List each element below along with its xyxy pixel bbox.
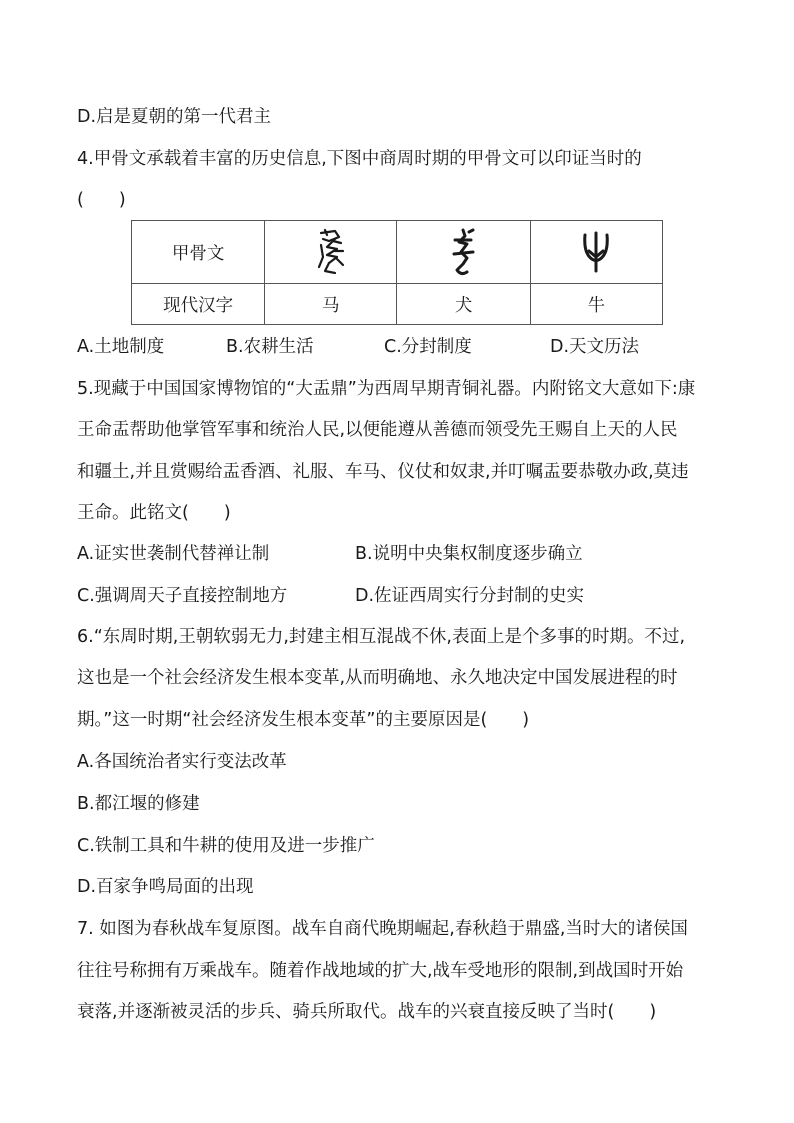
oracle-horse-cell bbox=[265, 221, 397, 284]
oracle-bone-table bbox=[131, 220, 663, 325]
q5-stem-line-1: 5.现藏于中国国家博物馆的“大盂鼎”为西周早期青铜礼器。内附铭文大意如下:康 bbox=[77, 379, 696, 399]
q4-option-b: B.农耕生活 bbox=[226, 337, 314, 357]
q4-answer-blank: ( ) bbox=[77, 190, 126, 210]
oracle-dog-icon bbox=[449, 226, 479, 278]
row-label-oracle: 甲骨文 bbox=[132, 221, 265, 284]
oracle-ox-icon bbox=[579, 227, 613, 277]
q5-stem-line-2: 王命盂帮助他掌管军事和统治人民,以便能遵从善德而领受先王赐自上天的人民 bbox=[77, 420, 678, 440]
q5-option-b: B.说明中央集权制度逐步确立 bbox=[355, 544, 583, 564]
q7-stem-line-1: 7. 如图为春秋战车复原图。战车自商代晚期崛起,春秋趋于鼎盛,当时大的诸侯国 bbox=[77, 919, 688, 939]
q6-option-d: D.百家争鸣局面的出现 bbox=[77, 877, 254, 897]
oracle-ox-cell bbox=[530, 221, 662, 284]
oracle-dog-cell bbox=[397, 221, 530, 284]
q4-stem: 4.甲骨文承载着丰富的历史信息,下图中商周时期的甲骨文可以印证当时的 bbox=[77, 149, 642, 169]
q5-stem-line-4: 王命。此铭文( ) bbox=[77, 503, 231, 523]
modern-char-ox: 牛 bbox=[530, 284, 662, 325]
q5-option-c: C.强调周天子直接控制地方 bbox=[77, 586, 288, 606]
q6-stem-line-2: 这也是一个社会经济发生根本变革,从而明确地、永久地决定中国发展进程的时 bbox=[77, 668, 678, 688]
oracle-horse-icon bbox=[313, 227, 349, 277]
q6-option-c: C.铁制工具和牛耕的使用及进一步推广 bbox=[77, 836, 375, 856]
modern-char-horse: 马 bbox=[265, 284, 397, 325]
q7-stem-line-3: 衰落,并逐渐被灵活的步兵、骑兵所取代。战车的兴衰直接反映了当时( ) bbox=[77, 1002, 657, 1022]
row-label-modern: 现代汉字 bbox=[132, 284, 265, 325]
q4-option-c: C.分封制度 bbox=[384, 337, 472, 357]
q5-option-d: D.佐证西周实行分封制的史实 bbox=[355, 586, 585, 606]
q6-option-a: A.各国统治者实行变法改革 bbox=[77, 752, 287, 772]
q5-option-a: A.证实世袭制代替禅让制 bbox=[77, 544, 270, 564]
q4-option-d: D.天文历法 bbox=[550, 337, 640, 357]
q3-option-d: D.启是夏朝的第一代君主 bbox=[77, 107, 272, 127]
q7-stem-line-2: 往往号称拥有万乘战车。随着作战地域的扩大,战车受地形的限制,到战国时开始 bbox=[77, 961, 684, 981]
q5-stem-line-3: 和疆土,并且赏赐给盂香酒、礼服、车马、仪仗和奴隶,并叮嘱盂要恭敬办政,莫违 bbox=[77, 462, 689, 482]
q4-option-a: A.土地制度 bbox=[77, 337, 165, 357]
modern-char-dog: 犬 bbox=[397, 284, 530, 325]
q6-stem-line-3: 期。”这一时期“社会经济发生根本变革”的主要原因是( ) bbox=[77, 710, 530, 730]
q6-option-b: B.都江堰的修建 bbox=[77, 794, 200, 814]
q6-stem-line-1: 6.“东周时期,王朝软弱无力,封建主相互混战不休,表面上是个多事的时期。不过, bbox=[77, 627, 686, 647]
